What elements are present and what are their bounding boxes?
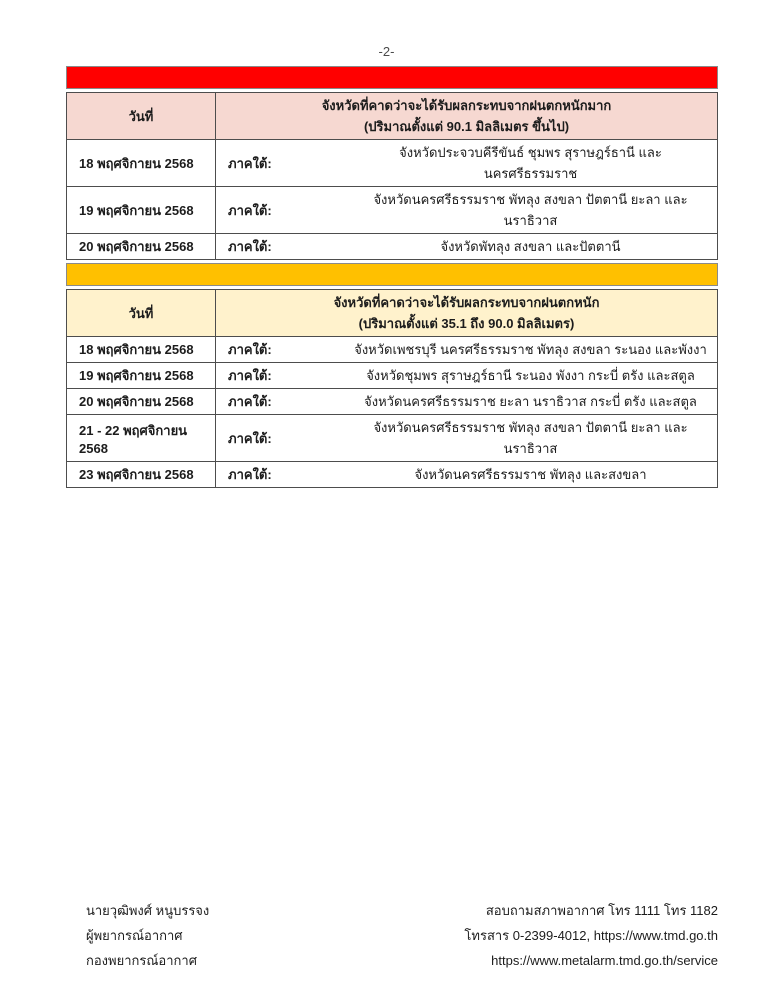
- date-column-header: วันที่: [67, 93, 216, 139]
- date-cell: 19 พฤศจิกายน 2568: [67, 187, 216, 233]
- impact-cell: [216, 389, 717, 414]
- forecaster-signature-block: [66, 898, 209, 973]
- impact-cell: [216, 234, 717, 259]
- date-cell: 21 - 22 พฤศจิกายน 2568: [67, 415, 216, 461]
- provinces-text: จังหวัดนครศรีธรรมราช พัทลุง และสงขลา: [414, 467, 647, 482]
- date-cell: 18 พฤศจิกายน 2568: [67, 337, 216, 362]
- region-label: ภาคใต้:: [228, 394, 272, 409]
- table-header-row: [67, 93, 717, 139]
- table-header-row: [67, 290, 717, 336]
- region-label: ภาคใต้:: [228, 239, 272, 254]
- impact-cell: [216, 415, 717, 461]
- region-label: ภาคใต้:: [228, 155, 272, 171]
- provinces-text: จังหวัดเพชรบุรี นครศรีธรรมราช พัทลุง สงขลา ระนอง และพังงา: [354, 342, 707, 357]
- page-number: -2-: [378, 44, 395, 59]
- region-label: ภาคใต้:: [228, 202, 272, 218]
- impact-column-header: [216, 93, 717, 139]
- table-row: [67, 139, 717, 186]
- table-row: [67, 233, 717, 259]
- impact-cell: [216, 363, 717, 388]
- very-heavy-rain-table: [66, 92, 718, 260]
- region-label: ภาคใต้:: [228, 342, 272, 357]
- impact-header-line2: (ปริมาณตั้งแต่ 35.1 ถึง 90.0 มิลลิเมตร): [358, 316, 575, 331]
- provinces-text: จังหวัดประจวบคีรีขันธ์ ชุมพร สุราษฎร์ธานี และนครศรีธรรมราช: [399, 145, 662, 181]
- forecaster-name: นายวุฒิพงศ์ หนูบรรจง: [86, 903, 210, 918]
- table-row: [67, 388, 717, 414]
- heavy-rain-banner: [66, 263, 718, 286]
- table-row: [67, 461, 717, 487]
- date-cell: 23 พฤศจิกายน 2568: [67, 462, 216, 487]
- impact-cell: [216, 140, 717, 186]
- provinces-text: จังหวัดนครศรีธรรมราช พัทลุง สงขลา ปัตตานี ยะลา และนราธิวาส: [373, 420, 688, 456]
- date-cell: 20 พฤศจิกายน 2568: [67, 389, 216, 414]
- impact-cell: [216, 337, 717, 362]
- date-cell: 19 พฤศจิกายน 2568: [67, 363, 216, 388]
- contact-fax-website-link[interactable]: โทรสาร 0-2399-4012, https://www.tmd.go.th: [464, 928, 718, 943]
- document-body: [66, 66, 718, 488]
- very-heavy-rain-banner: [66, 66, 718, 89]
- region-label: ภาคใต้:: [228, 467, 272, 482]
- date-cell: 18 พฤศจิกายน 2568: [67, 140, 216, 186]
- forecaster-title: ผู้พยากรณ์อากาศ: [86, 928, 183, 943]
- heavy-rain-table: [66, 289, 718, 488]
- region-label: ภาคใต้:: [228, 368, 272, 383]
- contact-info-block: [464, 898, 718, 973]
- forecaster-division: กองพยากรณ์อากาศ: [86, 953, 197, 968]
- table-row: [67, 414, 717, 461]
- impact-cell: [216, 187, 717, 233]
- provinces-text: จังหวัดชุมพร สุราษฎร์ธานี ระนอง พังงา กระบี่ ตรัง และสตูล: [366, 368, 695, 383]
- impact-cell: [216, 462, 717, 487]
- table-row: [67, 362, 717, 388]
- metalarm-service-link[interactable]: https://www.metalarm.tmd.go.th/service: [491, 953, 718, 968]
- table-row: [67, 186, 717, 233]
- date-cell: 20 พฤศจิกายน 2568: [67, 234, 216, 259]
- impact-header-line2: (ปริมาณตั้งแต่ 90.1 มิลลิเมตร ขึ้นไป): [363, 119, 570, 134]
- table-row: [67, 336, 717, 362]
- provinces-text: จังหวัดพัทลุง สงขลา และปัตตานี: [440, 239, 621, 254]
- impact-header-line1: จังหวัดที่คาดว่าจะได้รับผลกระทบจากฝนตกหนักมาก: [321, 98, 612, 113]
- impact-header-line1: จังหวัดที่คาดว่าจะได้รับผลกระทบจากฝนตกหนัก: [333, 295, 600, 310]
- provinces-text: จังหวัดนครศรีธรรมราช พัทลุง สงขลา ปัตตานี ยะลา และนราธิวาส: [373, 192, 688, 228]
- provinces-text: จังหวัดนครศรีธรรมราช ยะลา นราธิวาส กระบี่ ตรัง และสตูล: [364, 394, 697, 409]
- date-column-header: วันที่: [67, 290, 216, 336]
- impact-column-header: [216, 290, 717, 336]
- page-footer: [66, 898, 718, 973]
- region-label: ภาคใต้:: [228, 430, 272, 446]
- contact-phone-line: สอบถามสภาพอากาศ โทร 1111 โทร 1182: [485, 903, 718, 918]
